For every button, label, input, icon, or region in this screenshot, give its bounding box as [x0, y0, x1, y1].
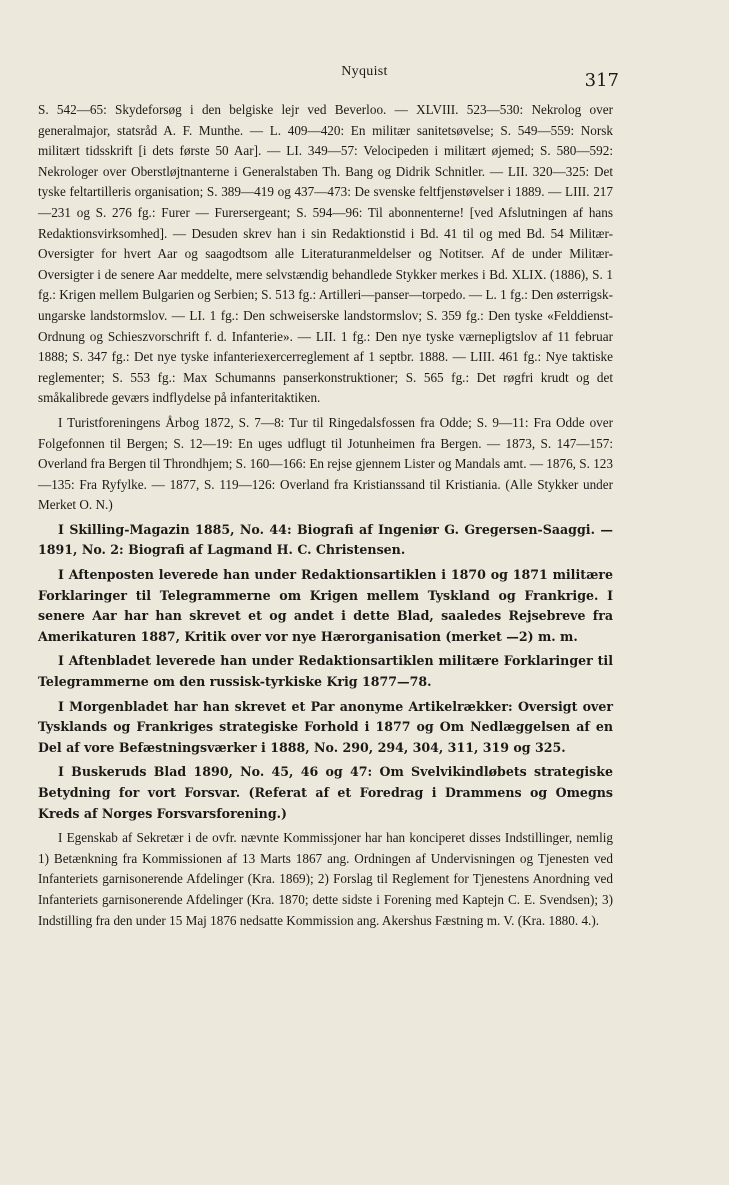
page-number: 317 [584, 70, 619, 91]
turistforening-paragraph: I Turistforeningens Årbog 1872, S. 7—8: Tur til Ringedalsfossen fra Odde; S. 9—11: Fra Odde over Folgefonnen til Bergen; S. 12—19: En uges udflugt til Jotunheimen fra Bergen. — 1873, S. 147—157: Overland fra Bergen til Throndhjem; S. 160—166: En rejse gjennem Lister og Mandals amt. — 1876, S. 123—135: Fra Ryfylke. — 1877, S. 119—126: Overland fra Kristianssand til Kristiania. (Alle Stykker under Merket O. N.) [38, 414, 613, 513]
aftenbladet-paragraph: I Aftenbladet leverede han under Redaktionsartiklen militære Forklaringer til Telegrammerne om den russisk-tyrkiske Krig 1877—78. [38, 653, 613, 690]
skilling-magazin-paragraph: I Skilling-Magazin 1885, No. 44: Biografi af Ingeniør G. Gregersen-Saaggi. — 1891, No. 2: Biografi af Lagmand H. C. Christensen. [38, 521, 613, 558]
body-text [38, 100, 613, 931]
sekretaer-paragraph: I Egenskab af Sekretær i de ovfr. nævnte Kommissjoner har han konciperet disses Indstillinger, nemlig 1) Betænkning fra Kommissionen af 13 Marts 1867 ang. Ordningen af Undervisningen og Tjenesten ved Infanteriets garnisonerende Afdelinger (Kra. 1869); 2) Forslag til Reglement for Tjenestens Anordning ved Infanteriets garnisonerende Afdelinger (Kra. 1870; dette sidste i Forening med Kaptejn C. E. Svendsen); 3) Indstilling fra den under 15 Maj 1876 nedsatte Kommission ang. Akershus Fæstning m. V. (Kra. 1880. 4.). [38, 830, 613, 928]
bibliography-paragraph: S. 542—65: Skydeforsøg i den belgiske lejr ved Beverloo. — XLVIII. 523—530: Nekrolog over generalmajor, statsråd A. F. Munthe. — L. 409—420: En militær sanitetsøvelse; S. 549—559: Norsk militært tidsskrift [i dets første 50 Aar]. — LI. 349—57: Velocipeden i militært øjemed; S. 580—592: Nekrologer over Oberstløjtnanterne i Generalstaben Th. Bang og Didrik Schnitler. — LII. 320—325: Det tyske feltartilleris organisation; S. 389—419 og 437—473: De svenske feltfjenstøvelser i 1889. — LIII. 217—231 og S. 276 fg.: Furer — Furersergeant; S. 594—96: Til abonnenterne! [ved Afslutningen af hans Redaktionsvirksomhed]. — Desuden skrev han i sin Redaktionstid i Bd. 41 til og med Bd. 54 Militær-Oversigter for hvert Aar og saagodtsom alle Literaturanmeldelser og Notitser. Af de under Militær-Oversigter i de senere Aar meddelte, mere selvstændig behandlede Stykker merkes i Bd. XLIX. (1886), S. 1 fg.: Krigen mellem Bulgarien og Serbien; S. 513 fg.: Artilleri—panser—torpedo. — L. 1 fg.: Den østerrigsk-ungarske landstormslov. — LI. 1 fg.: Den schweiserske landstormslov; S. 359 fg.: Den tyske «Felddienst-Ordnung og Schieszvorschrift f. d. Infanterie». — LII. 1 fg.: Den nye tyske værnepligtslov af 11 februar 1888; S. 347 fg.: Det nye tyske infanteriexercerreglement af 1 septbr. 1888. — LIII. 461 fg.: Nye taktiske reglementer; S. 553 fg.: Max Schumanns panserkonstruktioner; S. 565 fg.: Det røgfri krudt og det småkalibrede geværs indflydelse på infanteritaktiken. [38, 102, 613, 406]
aftenposten-paragraph: I Aftenposten leverede han under Redaktionsartiklen i 1870 og 1871 militære Forklaringer til Telegrammerne om Krigen mellem Tyskland og Frankrige. I senere Aar har han skrevet et og andet i dette Blad, saaledes Rejsebreve fra Amerikaturen 1887, Kritik over vor nye Hærorganisation (merket —2) m. m. [38, 567, 613, 644]
morgenbladet-paragraph: I Morgenbladet har han skrevet et Par anonyme Artikelrækker: Oversigt over Tysklands og Frankriges strategiske Forhold i 1877 og Om Nedlæggelsen af en Del af vore Befæstningsværker i 1888, No. 290, 294, 304, 311, 319 og 325. [38, 698, 613, 755]
running-header: Nyquist [341, 64, 388, 79]
buskeruds-blad-paragraph: I Buskeruds Blad 1890, No. 45, 46 og 47: Om Svelvikindløbets strategiske Betydning for vort Forsvar. (Referat af et Foredrag i Drammens og Omegns Kreds af Norges Forsvarsforening.) [38, 764, 613, 821]
